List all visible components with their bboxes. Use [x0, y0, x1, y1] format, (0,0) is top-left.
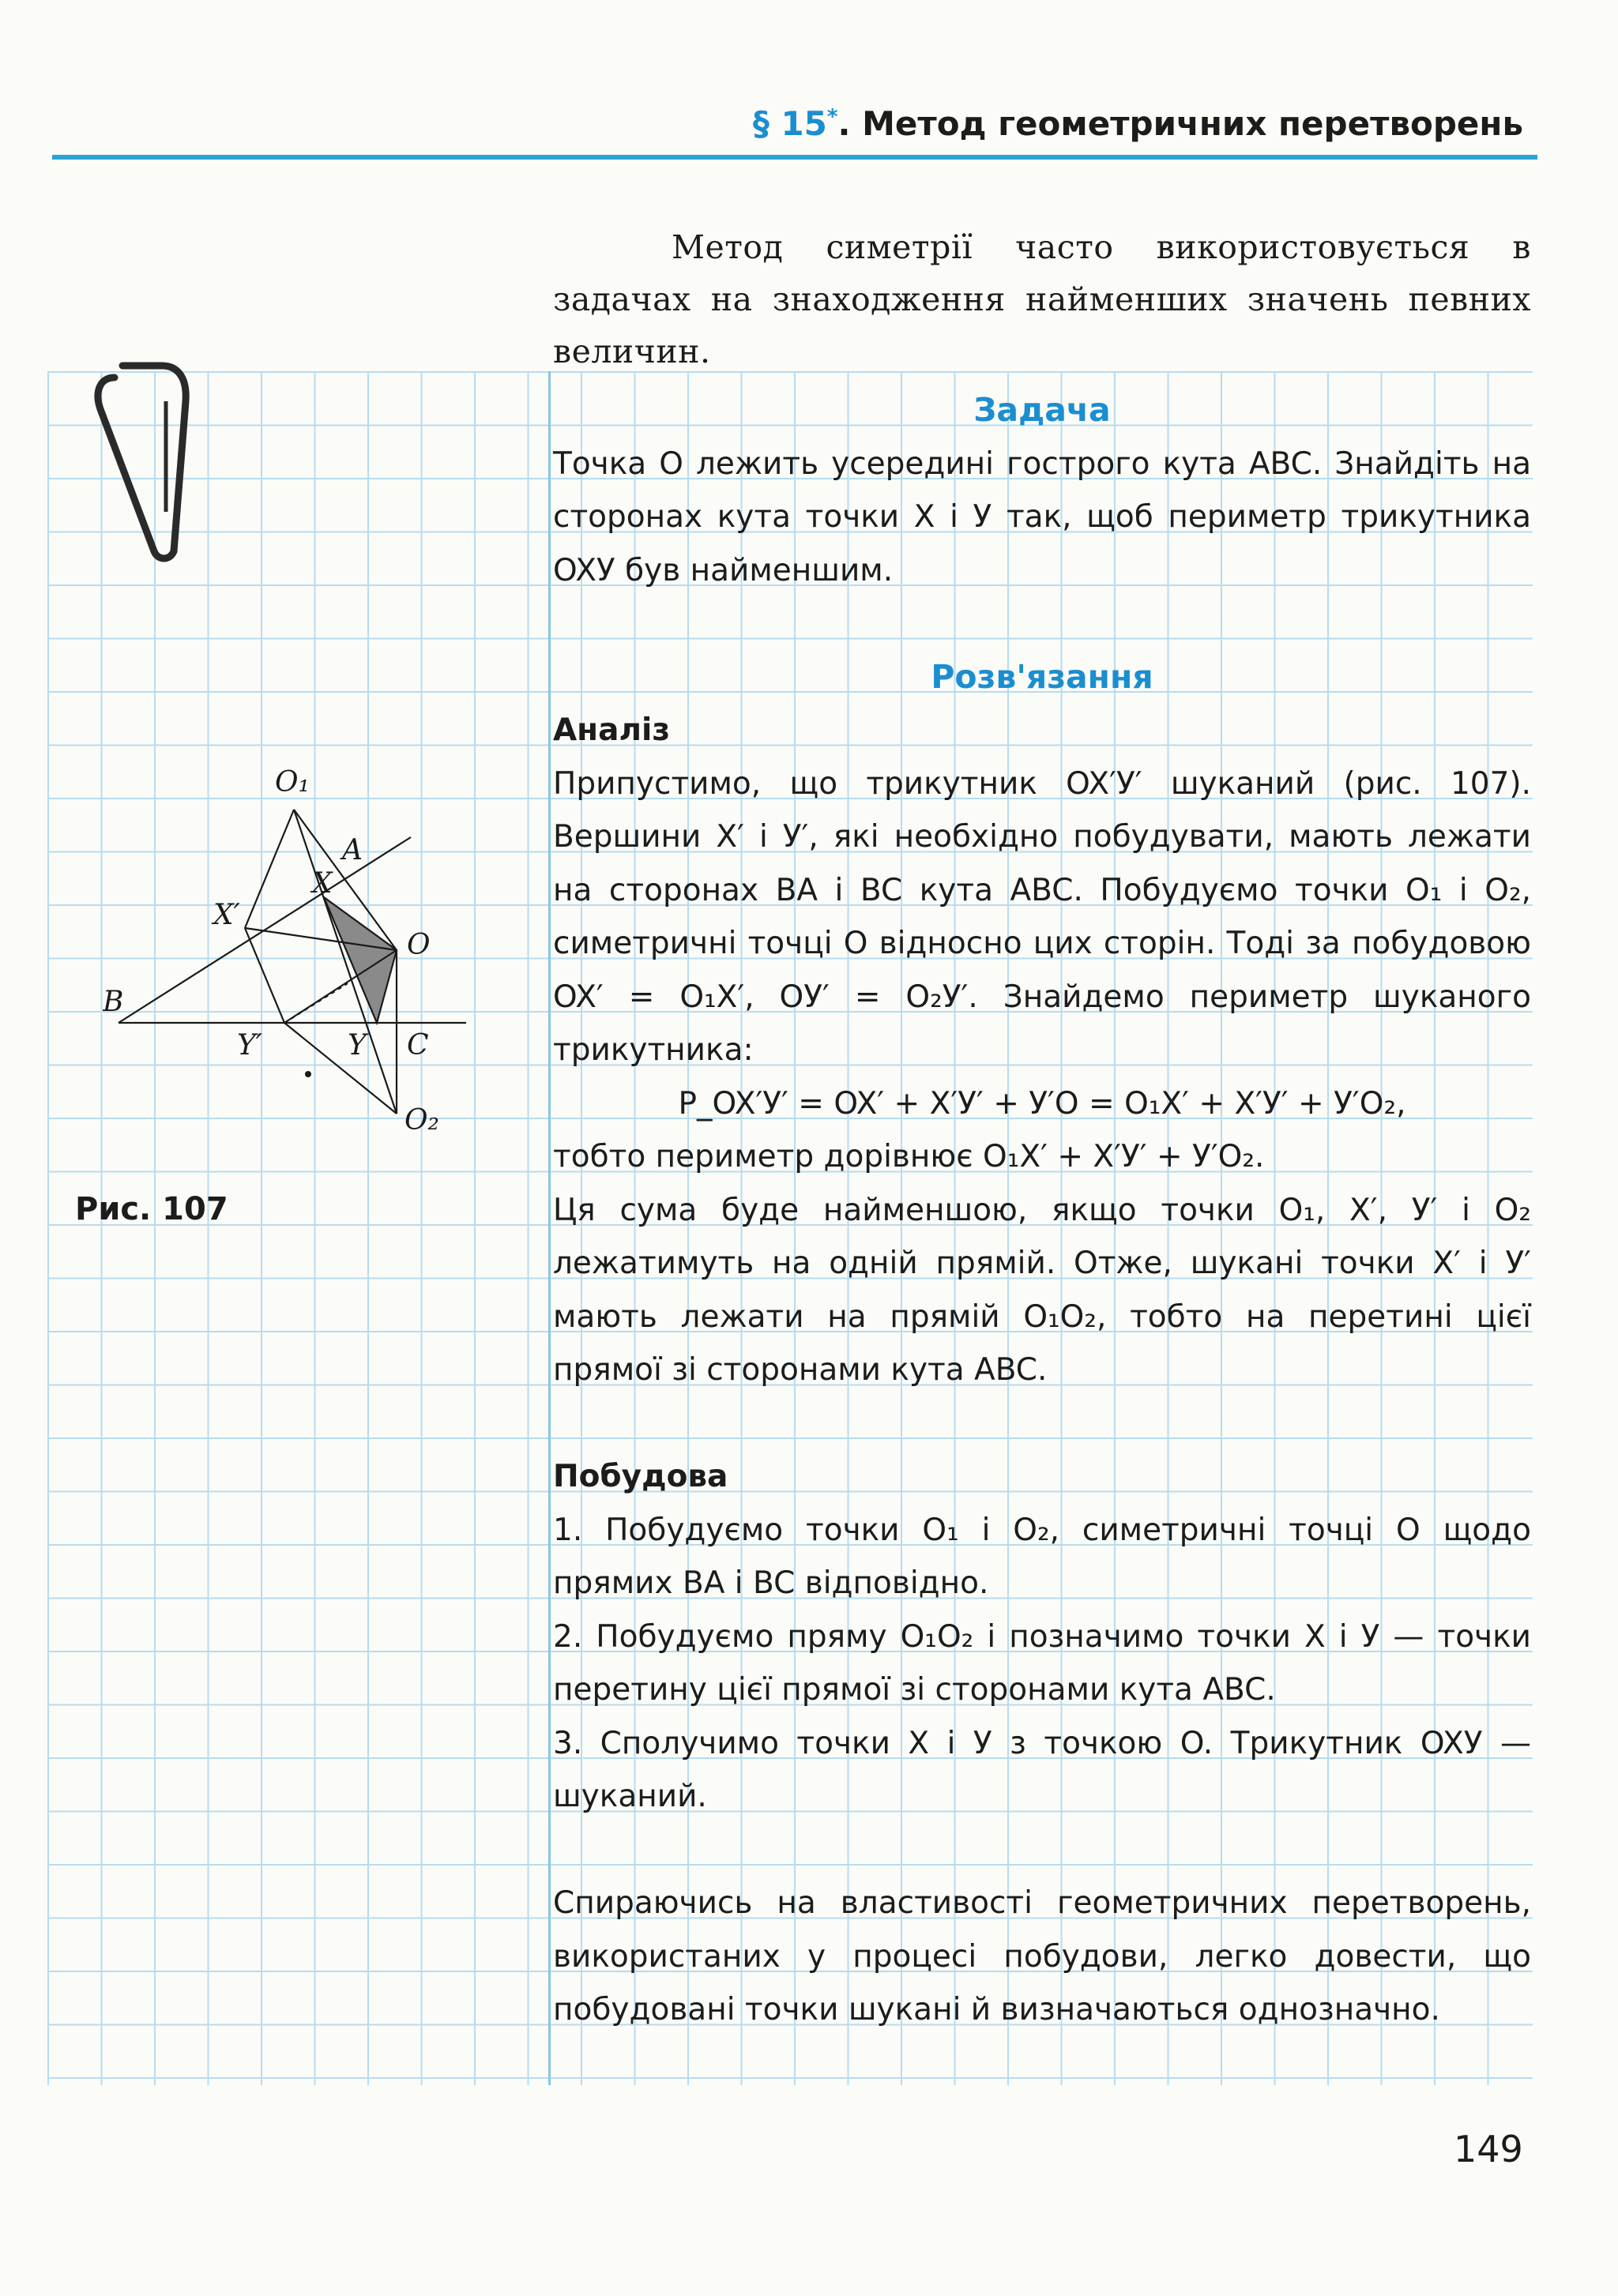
segment-xp-yp: [245, 928, 284, 1023]
label-b: B: [103, 986, 124, 1018]
label-yp: Y′: [237, 1029, 262, 1062]
analysis-text-2: тобто периметр дорівнює O₁X′ + X′У′ + У′O₂.: [553, 1139, 1265, 1174]
label-xp: X′: [213, 899, 240, 931]
page-number: 149: [1454, 2128, 1523, 2170]
section-title: [753, 104, 1523, 143]
main-content: [553, 384, 1531, 2037]
label-c: C: [407, 1029, 429, 1062]
analysis-text-1: Припустимо, що трикутник OX′У′ шуканий (рис. 107). Вершини X′ і У′, які необхідно побудувати, мають лежати на сторонах BA і BC кута ABC. Побудуємо точки O₁ і O₂, симетричні точці O відносно цих сторін. Тоді за побудовою OX′ = O₁X′, OУ′ = O₂У′. Знайдемо периметр шуканого трикутника:: [553, 765, 1531, 1068]
page-header: [52, 93, 1537, 160]
construction-step-3: 3. Сполучимо точки X і У з точкою O. Трикутник OXУ — шуканий.: [553, 1725, 1531, 1814]
figure-caption: Рис. 107: [75, 1191, 228, 1227]
grid-separator: [548, 371, 551, 2085]
construction-step-1: 1. Побудуємо точки O₁ і O₂, симетричні точці O щодо прямих BA і BC відповідно.: [553, 1512, 1531, 1601]
section-title-text: . Метод геометричних перетворень: [837, 104, 1523, 143]
task-text: Точка O лежить усередині гострого кута ABC. Знайдіть на сторонах кута точки X і У так, щоб периметр трикутника OXУ був найменшим.: [553, 445, 1531, 588]
construction-title: Побудова: [553, 1459, 728, 1494]
label-o: O: [407, 929, 431, 961]
paper-clip-icon: [91, 354, 201, 567]
analysis-text-3: Ця сума буде найменшою, якщо точки O₁, X′, У′ і O₂ лежатимуть на одній прямій. Отже, шукані точки X′ і У′ мають лежати на прямій O₁O₂, тобто на перетині цієї прямої зі сторонами кута ABC.: [553, 1192, 1531, 1388]
intro-paragraph: Метод симетрії часто використовується в задачах на знаходження найменших значень певних величин.: [553, 228, 1531, 370]
figure-107: [103, 750, 482, 1161]
label-o2: O₂: [404, 1104, 439, 1137]
label-o1: O₁: [275, 766, 310, 799]
label-x: X: [312, 867, 333, 900]
label-a: A: [342, 834, 363, 866]
segment-o1-xp: [245, 810, 294, 928]
construction-step-2: 2. Побудуємо пряму O₁O₂ і позначимо точки X і У — точки перетину цієї прямої зі сторонами кута ABC.: [553, 1618, 1531, 1708]
task-heading: Задача: [973, 391, 1111, 429]
solution-heading: Розв'язання: [931, 657, 1153, 696]
perimeter-formula: P_OX′У′ = OX′ + X′У′ + У′O = O₁X′ + X′У′ + У′O₂,: [678, 1085, 1406, 1122]
analysis-title: Аналіз: [553, 712, 671, 748]
section-number: § 15*: [752, 104, 838, 143]
stray-dot: [305, 1071, 311, 1077]
conclusion-text: Спираючись на властивості геометричних перетворень, використаних у процесі побудови, легко довести, що побудовані точки шукані й визначаються однозначно.: [553, 1885, 1531, 2027]
label-y: Y: [348, 1029, 367, 1062]
segment-o2-yp: [284, 1023, 397, 1114]
